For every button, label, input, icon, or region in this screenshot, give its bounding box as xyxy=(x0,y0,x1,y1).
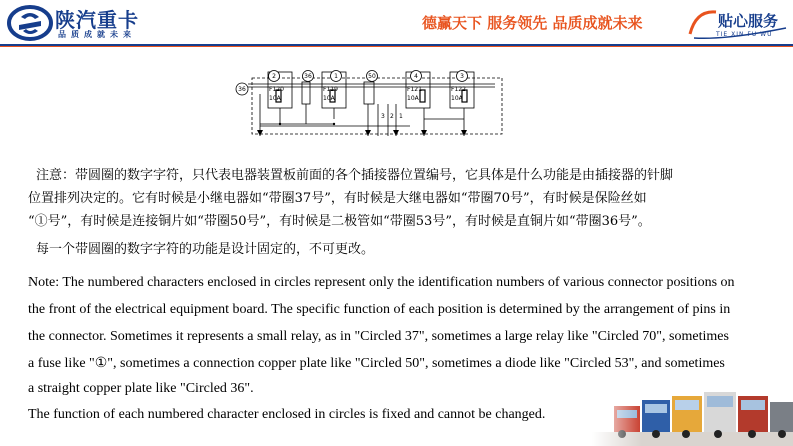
note-en-line: the connector. Sometimes it represents a small relay, as in "Circled 37", sometimes a large relay like "Circled 70", sometimes xyxy=(28,329,729,344)
note-cn-line: 位置排列决定的。它有时候是小继电器如“带圈37号”，有时候是大继电器如“带圈70号”，有时候是保险丝如 xyxy=(28,191,647,206)
note-cn-line: 每一个带圆圈的数字字符的功能是设计固定的，不可更改。 xyxy=(36,242,375,257)
note-en-line: The function of each numbered character enclosed in circles is fixed and cannot be changed. xyxy=(28,407,546,422)
pin-label: 2 xyxy=(390,113,394,120)
trucks-image xyxy=(592,382,793,446)
diagram-circle-label: 36 xyxy=(304,73,312,80)
pin-label: 1 xyxy=(399,113,403,120)
note-en-line: the front of the electrical equipment board. The specific function of each position is determined by the arrangement of pins in xyxy=(28,302,731,317)
fuse-name: F121 xyxy=(407,86,422,93)
diagram-circle-label: 3 xyxy=(460,73,464,80)
brand-tagline: 品质成就未来 xyxy=(58,30,136,39)
diagram-circle-label: 36 xyxy=(238,86,246,93)
fuse-rating: 10A xyxy=(451,95,463,102)
header-slogan: 德赢天下 服务领先 品质成就未来 xyxy=(422,14,643,32)
fuse-name: F122 xyxy=(451,86,466,93)
service-logo-subtext: TIE XIN FU WU xyxy=(716,31,773,38)
note-cn-line: “①号”，有时候是连接铜片如“带圈50号”，有时候是二极管如“带圈53号”，有时候是直铜片如“带圈36号”。 xyxy=(28,214,651,229)
note-en-line: a straight copper plate like "Circled 36". xyxy=(28,381,254,396)
fuse-rating: 10A xyxy=(407,95,419,102)
note-en-line: a fuse like "①", sometimes a connection copper plate like "Circled 50", sometimes a diode like "Circled 53", and sometimes xyxy=(28,356,725,371)
diagram-circle-label: 2 xyxy=(272,73,276,80)
diagram-circle-label: 1 xyxy=(334,73,338,80)
fuse-rating: 10A xyxy=(323,95,335,102)
shacman-logo-icon xyxy=(7,5,53,41)
fuse-wiring-diagram xyxy=(230,64,510,154)
note-en-line: Note: The numbered characters enclosed in circles represent only the identification numbers of various connector positions on xyxy=(28,275,735,290)
diagram-circle-label: 50 xyxy=(368,73,376,80)
fuse-name: F120 xyxy=(269,86,284,93)
service-logo-text: 贴心服务 xyxy=(718,12,779,30)
diagram-circle-label: 4 xyxy=(414,73,418,80)
fuse-rating: 10A xyxy=(269,95,281,102)
fuse-name: F119 xyxy=(323,86,338,93)
brand-name: 陕汽重卡 xyxy=(55,8,139,32)
page-header xyxy=(0,0,793,44)
header-divider-accent xyxy=(0,46,793,47)
pin-label: 3 xyxy=(381,113,385,120)
note-cn-line: 注意：带圆圈的数字字符，只代表电器装置板前面的各个插接器位置编号，它具体是什么功能是由插接器的针脚 xyxy=(36,168,674,183)
